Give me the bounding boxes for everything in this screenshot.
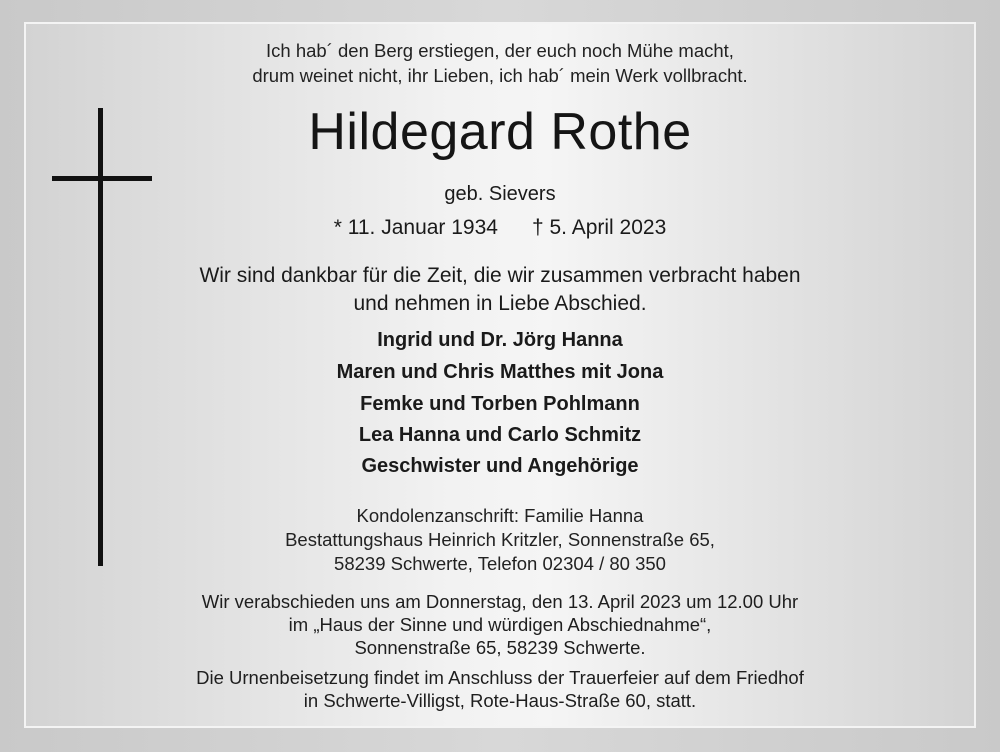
death-date: † 5. April 2023 <box>531 216 667 239</box>
maiden-name: geb. Sievers <box>444 183 556 205</box>
memorial-verse <box>0 38 1000 88</box>
condolence-line-2: Bestattungshaus Heinrich Kritzler, Sonnenstraße 65, <box>285 529 715 550</box>
burial-line-1: Die Urnenbeisetzung findet im Anschluss der Trauerfeier auf dem Friedhof <box>196 667 804 688</box>
service-line-3: Sonnenstraße 65, 58239 Schwerte. <box>354 637 646 658</box>
cross-icon-horizontal-bar <box>52 176 152 181</box>
thanks-line-2: und nehmen in Liebe Abschied. <box>353 292 647 315</box>
verse-line-2: drum weinet nicht, ihr Lieben, ich hab´ mein Werk vollbracht. <box>252 65 748 86</box>
mourner-entry: Ingrid und Dr. Jörg Hanna <box>377 329 623 351</box>
mourner-entry: Femke und Torben Pohlmann <box>360 393 640 415</box>
burial-details <box>0 666 1000 712</box>
service-details <box>0 590 1000 659</box>
mourner-entry: Geschwister und Angehörige <box>361 455 639 477</box>
life-dates <box>0 214 1000 242</box>
service-line-1: Wir verabschieden uns am Donnerstag, den 13. April 2023 um 12.00 Uhr <box>201 591 799 612</box>
service-line-2: im „Haus der Sinne und würdigen Abschiednahme“, <box>288 614 712 635</box>
verse-line-1: Ich hab´ den Berg erstiegen, der euch noch Mühe macht, <box>266 40 734 61</box>
thanks-text <box>0 262 1000 318</box>
condolence-address <box>0 504 1000 576</box>
mourner-entry: Lea Hanna und Carlo Schmitz <box>358 424 642 446</box>
condolence-line-3: 58239 Schwerte, Telefon 02304 / 80 350 <box>334 553 666 574</box>
deceased-name: Hildegard Rothe <box>308 103 692 161</box>
burial-line-2: in Schwerte-Villigst, Rote-Haus-Straße 60, statt. <box>303 690 697 711</box>
thanks-line-1: Wir sind dankbar für die Zeit, die wir zusammen verbracht haben <box>199 264 801 287</box>
condolence-line-1: Kondolenzanschrift: Familie Hanna <box>356 505 644 526</box>
mourner-entry: Maren und Chris Matthes mit Jona <box>336 361 664 383</box>
birth-date: * 11. Januar 1934 <box>333 216 498 239</box>
